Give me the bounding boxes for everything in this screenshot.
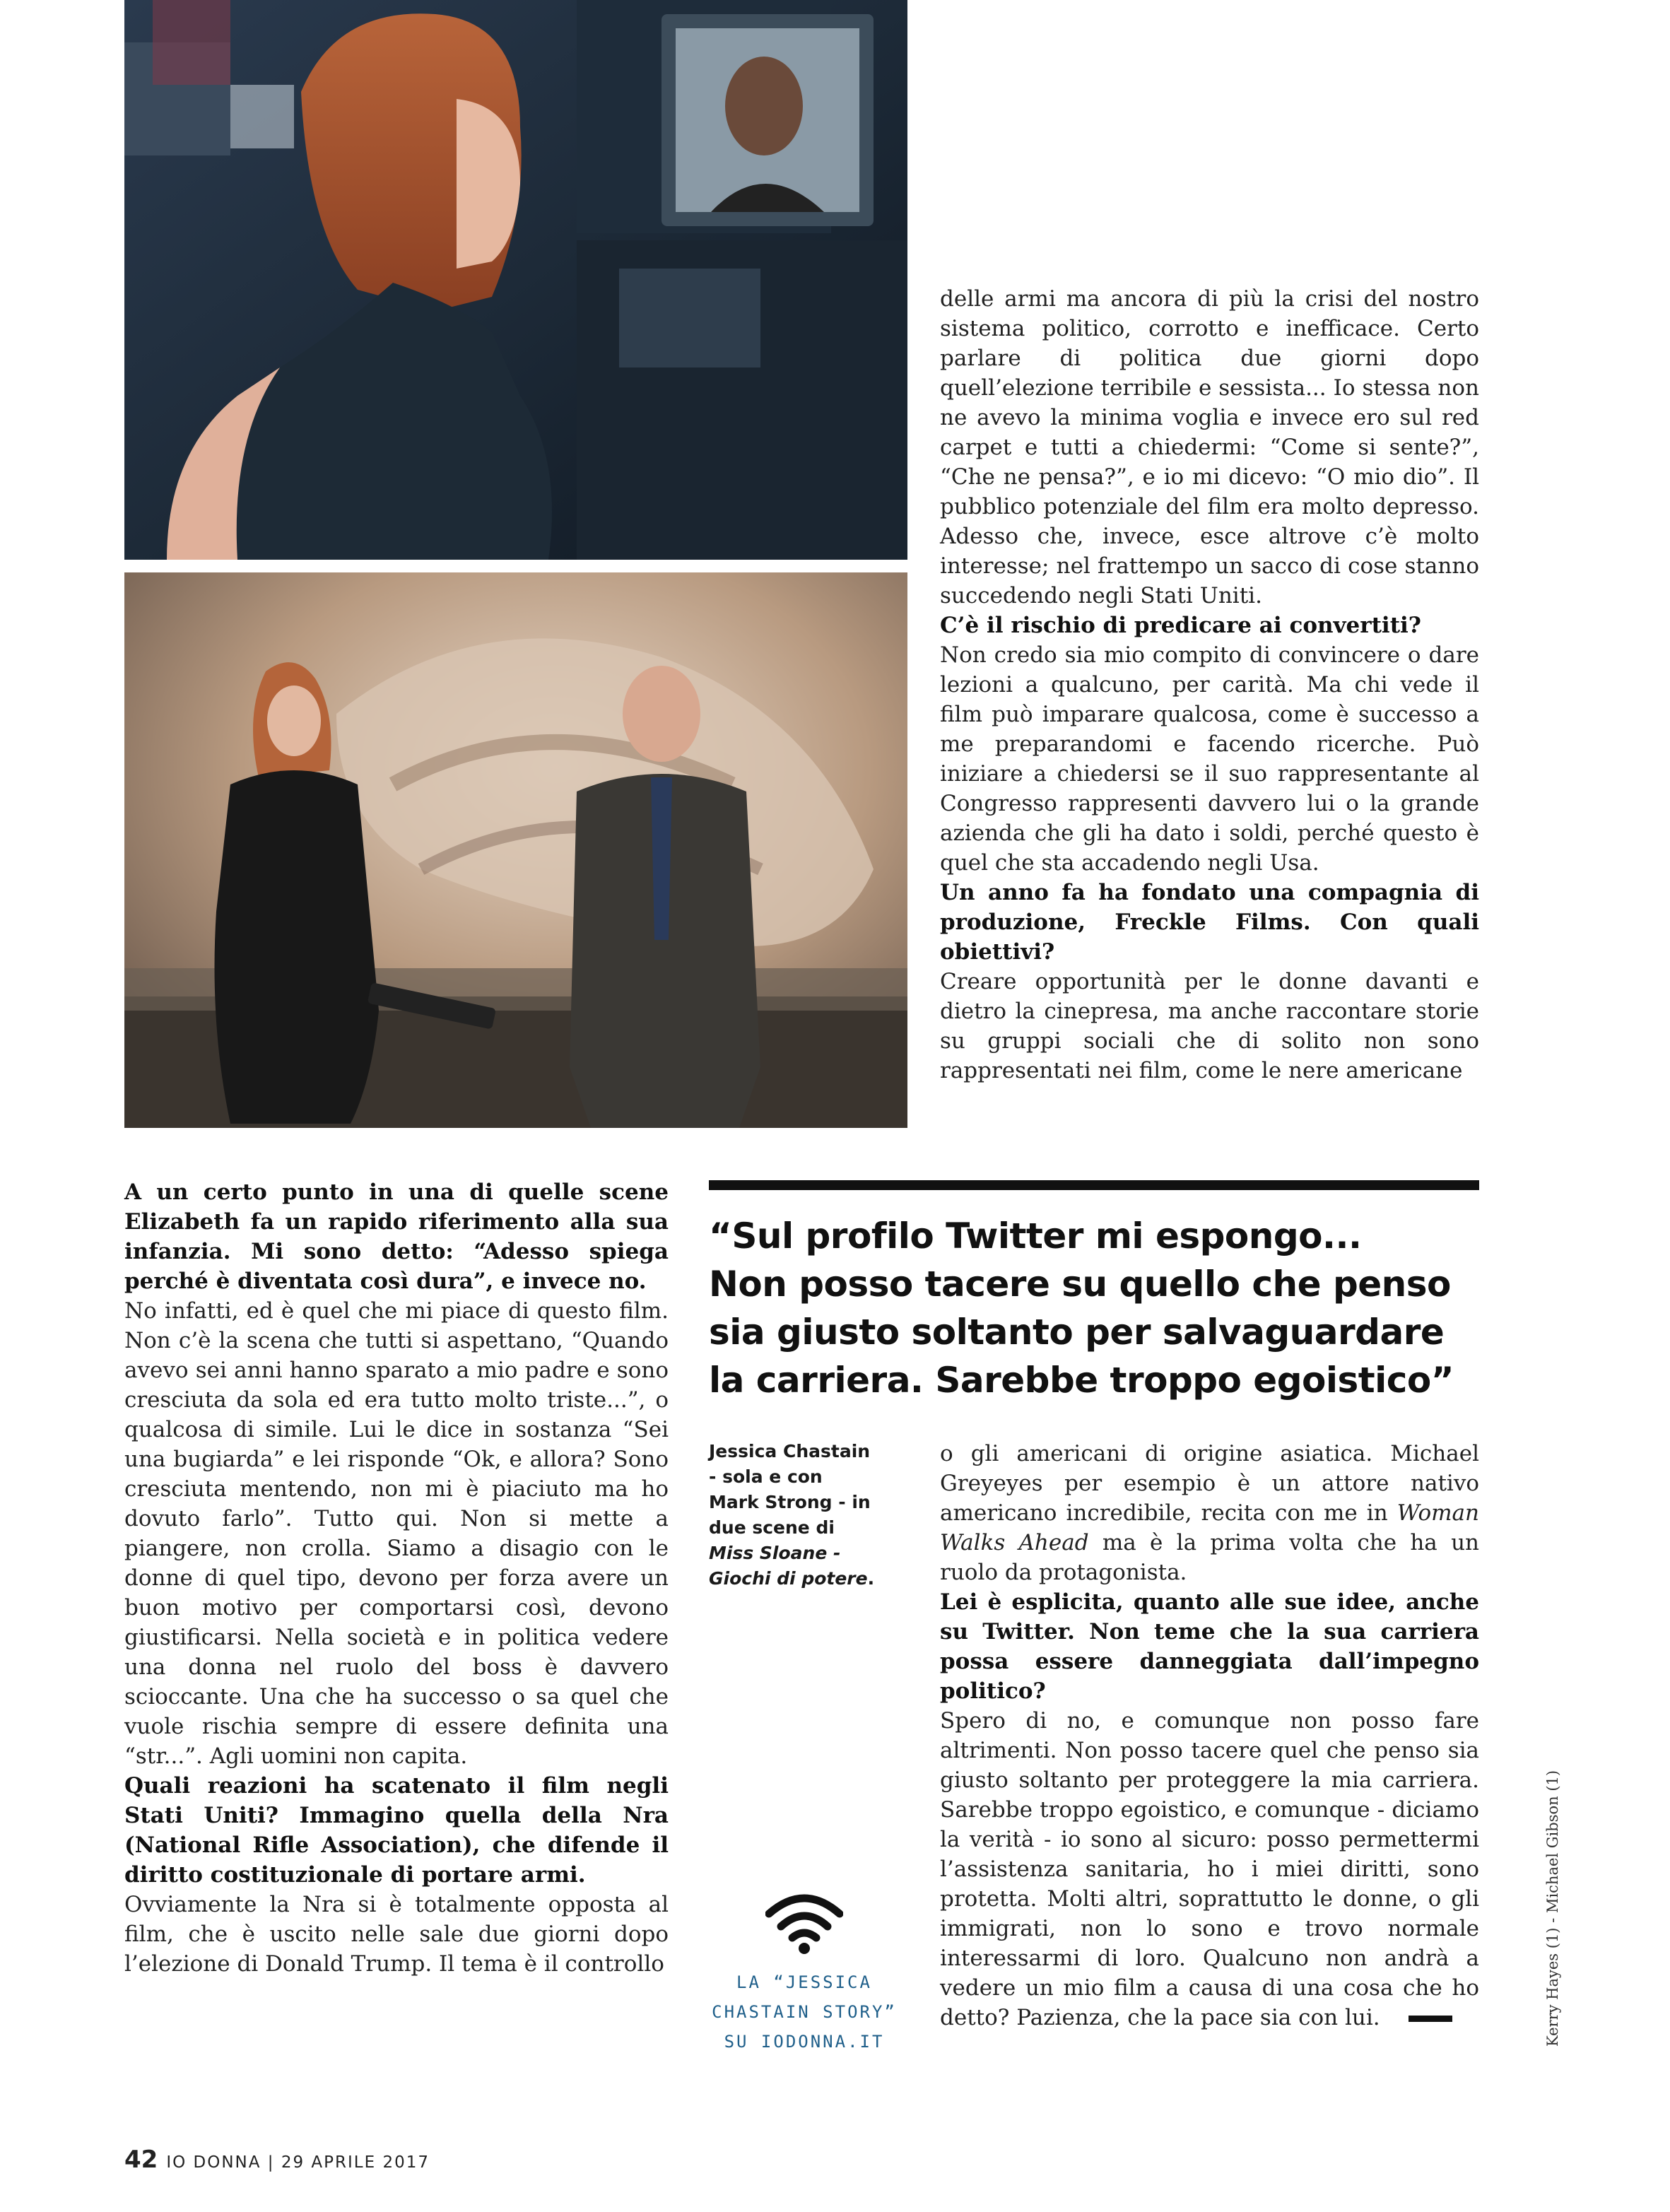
photo-credit: Kerry Hayes (1) - Michael Gibson (1): [1544, 1770, 1561, 2047]
pull-quote-line: Non posso tacere su quello che penso: [709, 1264, 1451, 1305]
caption-text: Jessica Chastain - sola e con Mark Strong - in due scene di: [709, 1441, 871, 1538]
caption-text-end: .: [867, 1568, 875, 1589]
website-promo-line: SU IODONNA.IT: [724, 2032, 885, 2052]
right-article-column: [940, 284, 1479, 1086]
interview-question: C’è il rischio di predicare ai convertiti?: [940, 613, 1421, 638]
page-footer: [124, 2146, 430, 2174]
body-paragraph: Non credo sia mio compito di convincere o dare lezioni a qualcuno, per carità. Ma chi vede il film può imparare qualcosa, come è successo a me preparandomi e facendo ricerche. Può iniziare a chiedersi se il suo rappresentante al Congresso rappresenti davvero lui o la grande azienda che gli ha dato i soldi, perché questo è quel che sta accadendo negli Usa.: [940, 642, 1479, 876]
interview-question: Un anno fa ha fondato una compagnia di produzione, Freckle Films. Con quali obiettivi?: [940, 880, 1479, 965]
body-paragraph: Ovviamente la Nra si è totalmente opposta al film, che è uscito nelle sale due giorni dopo l’elezione di Donald Trump. Il tema è il controllo: [124, 1892, 669, 1977]
pull-quote-line: “Sul profilo Twitter mi espongo...: [709, 1216, 1362, 1257]
publication-info: IO DONNA | 29 APRILE 2017: [166, 2153, 430, 2172]
website-promo-line: LA “JESSICA: [736, 1972, 872, 1992]
body-paragraph: o gli americani di origine asiatica. Michael Greyeyes per esempio è un attore nativo americano incredibile, recita con me in Woman Walks Ahead ma è la prima volta che ha un ruolo da protagonista.: [940, 1441, 1479, 1585]
photo-caption: [709, 1439, 878, 1592]
body-paragraph: delle armi ma ancora di più la crisi del nostro sistema politico, corrotto e inefficace. Certo parlare di politica due giorni dopo quell’elezione terribile e sessista... Io stessa non ne avevo la minima voglia e invece ero sul red carpet e tutti a chiedermi: “Come si sente?”, “Che ne pensa?”, e io mi dicevo: “O mio dio”. Il pubblico potenziale del film era molto depresso. Adesso che, invece, esce altrove c’è molto interesse; nel frattempo un sacco di cose stanno succedendo negli Stati Uniti.: [940, 286, 1479, 608]
pull-quote-top-rule: [709, 1180, 1479, 1190]
wifi-icon: [765, 1891, 843, 1955]
interview-question: A un certo punto in una di quelle scene Elizabeth fa un rapido riferimento alla sua infanzia. Mi sono detto: “Adesso spiega perché è diventata così dura”, e invece no.: [124, 1179, 669, 1294]
pull-quote-line: sia giusto soltanto per salvaguardare: [709, 1312, 1445, 1353]
website-promo[interactable]: [700, 1967, 909, 2057]
film-title: Woman Walks Ahead: [940, 1500, 1479, 1555]
jessica-chastain-profile-photo: [124, 0, 907, 560]
interview-question: Lei è esplicita, quanto alle sue idee, anche su Twitter. Non teme che la sua carriera possa essere danneggiata dall’impegno politico?: [940, 1589, 1479, 1704]
pull-quote: [709, 1212, 1479, 1404]
body-paragraph: Creare opportunità per le donne davanti e dietro la cinepresa, ma anche raccontare storie su gruppi sociali che di solito non sono rappresentati nei film, come le nere americane: [940, 969, 1479, 1083]
website-promo-line: CHASTAIN STORY”: [712, 2002, 897, 2022]
caption-film-title: Miss Sloane - Giochi di potere: [709, 1543, 868, 1589]
page-number: 42: [124, 2146, 158, 2174]
interview-question: Quali reazioni ha scatenato il film negli Stati Uniti? Immagino quella della Nra (National Rifle Association), che difende il diritto costituzionale di portare armi.: [124, 1773, 669, 1888]
left-article-column: [124, 1177, 669, 1979]
bottom-right-article-column: [940, 1439, 1479, 2032]
chastain-and-strong-scene-photo: [124, 572, 907, 1128]
pull-quote-line: la carriera. Sarebbe troppo egoistico”: [709, 1360, 1454, 1401]
body-paragraph: No infatti, ed è quel che mi piace di questo film. Non c’è la scena che tutti si aspettano, “Quando avevo sei anni hanno sparato a mio padre e sono cresciuta da sola ed era tutto molto triste...”, o qualcosa di simile. Lui le dice in sostanza “Sei una bugiarda” e lei risponde “Ok, e allora? Sono cresciuta mentendo, non mi è piaciuto ma ho dovuto farlo”. Tutto qui. Non si mette a piangere, non crolla. Siamo a disagio con le donne di quel tipo, devono per forza avere un buon motivo per comportarsi così, devono giustificarsi. Nella società e in politica vedere una donna nel ruolo del boss è davvero scioccante. Una che ha successo o sa quel che vuole rischia sempre di essere definita una “str...”. Agli uomini non capita.: [124, 1298, 669, 1769]
body-paragraph: Spero di no, e comunque non posso fare altrimenti. Non posso tacere quel che penso sia giusto soltanto per proteggere la mia carriera. Sarebbe troppo egoistico, e comunque - diciamo la verità - io sono al sicuro: posso permettermi l’assistenza sanitaria, ho i miei diritti, sono protetta. Molti altri, soprattutto le donne, o gli immigrati, non lo sono e trovo normale interessarmi di loro. Qualcuno non andrà a vedere un mio film a causa di una cosa che ho detto? Pazienza, che la pace sia con lui.: [940, 1706, 1479, 2032]
